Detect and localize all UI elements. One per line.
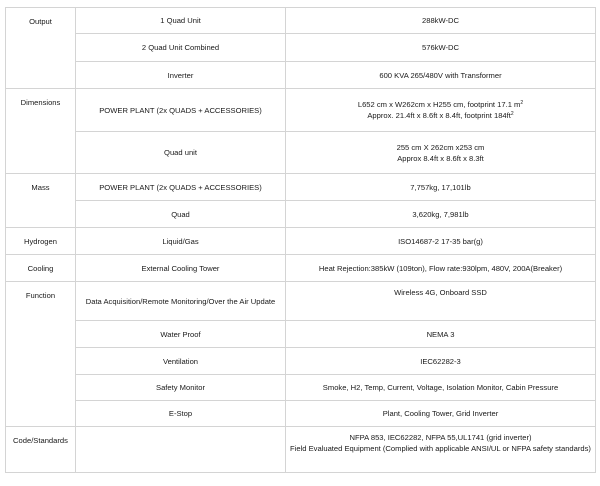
spec-cell: IEC62282-3 bbox=[286, 348, 596, 375]
item-cell: Inverter bbox=[76, 62, 286, 89]
spec-cell: 576kW-DC bbox=[286, 34, 596, 62]
category-cell: Cooling bbox=[6, 255, 76, 282]
spec-text: Approx. 21.4ft x 8.6ft x 8.4ft, footprint 184ft bbox=[367, 111, 511, 120]
table-row bbox=[6, 201, 596, 228]
spec-table bbox=[5, 7, 596, 473]
spec-line: Field Evaluated Equipment (Complied with applicable ANSI/UL or NFPA safety standards) bbox=[290, 444, 591, 453]
category-cell: Code/Standards bbox=[6, 427, 76, 473]
category-cell: Hydrogen bbox=[6, 228, 76, 255]
table-row bbox=[6, 321, 596, 348]
spec-line: Approx 8.4ft x 8.6ft x 8.3ft bbox=[397, 153, 484, 163]
table-row bbox=[6, 348, 596, 375]
spec-cell: 288kW-DC bbox=[286, 8, 596, 34]
spec-cell: Heat Rejection:385kW (109ton), Flow rate:930lpm, 480V, 200A(Breaker) bbox=[286, 255, 596, 282]
table-row bbox=[6, 34, 596, 62]
item-cell: Water Proof bbox=[76, 321, 286, 348]
spec-cell: NEMA 3 bbox=[286, 321, 596, 348]
item-cell: 1 Quad Unit bbox=[76, 8, 286, 34]
item-cell: External Cooling Tower bbox=[76, 255, 286, 282]
category-cell: Dimensions bbox=[6, 89, 76, 174]
category-cell: Mass bbox=[6, 174, 76, 228]
spec-cell bbox=[286, 132, 596, 174]
spec-line: NFPA 853, IEC62282, NFPA 55,UL1741 (grid inverter) bbox=[349, 433, 532, 442]
item-cell bbox=[76, 427, 286, 473]
spec-cell: ISO14687-2 17-35 bar(g) bbox=[286, 228, 596, 255]
item-cell: POWER PLANT (2x QUADS + ACCESSORIES) bbox=[76, 174, 286, 201]
table-row bbox=[6, 174, 596, 201]
table-row bbox=[6, 228, 596, 255]
spec-cell: 3,620kg, 7,981lb bbox=[286, 201, 596, 228]
item-cell: Quad unit bbox=[76, 132, 286, 174]
item-cell: POWER PLANT (2x QUADS + ACCESSORIES) bbox=[76, 89, 286, 132]
spec-cell: Smoke, H2, Temp, Current, Voltage, Isolation Monitor, Cabin Pressure bbox=[286, 375, 596, 401]
table-row bbox=[6, 132, 596, 174]
table-row bbox=[6, 375, 596, 401]
spec-cell bbox=[286, 89, 596, 132]
table-row bbox=[6, 8, 596, 34]
table-row bbox=[6, 401, 596, 427]
table-row bbox=[6, 427, 596, 473]
spec-cell: Wireless 4G, Onboard SSD bbox=[286, 282, 596, 321]
item-cell: Data Acquisition/Remote Monitoring/Over the Air Update bbox=[76, 282, 286, 321]
superscript: 2 bbox=[520, 100, 524, 106]
spec-cell: Plant, Cooling Tower, Grid Inverter bbox=[286, 401, 596, 427]
item-cell: Quad bbox=[76, 201, 286, 228]
spec-line bbox=[290, 99, 591, 110]
item-cell: Ventilation bbox=[76, 348, 286, 375]
spec-line bbox=[290, 110, 591, 121]
table-row bbox=[6, 89, 596, 132]
spec-cell: 600 KVA 265/480V with Transformer bbox=[286, 62, 596, 89]
item-cell: Liquid/Gas bbox=[76, 228, 286, 255]
spec-cell: 7,757kg, 17,101lb bbox=[286, 174, 596, 201]
item-cell: E-Stop bbox=[76, 401, 286, 427]
spec-cell bbox=[286, 427, 596, 473]
table-row bbox=[6, 255, 596, 282]
spec-line: 255 cm X 262cm x253 cm bbox=[396, 142, 485, 152]
superscript: 2 bbox=[510, 111, 514, 117]
table-row bbox=[6, 282, 596, 321]
item-cell: Safety Monitor bbox=[76, 375, 286, 401]
spec-text: L652 cm x W262cm x H255 cm, footprint 17.1 m bbox=[357, 100, 521, 109]
table-row bbox=[6, 62, 596, 89]
item-cell: 2 Quad Unit Combined bbox=[76, 34, 286, 62]
category-cell: Output bbox=[6, 8, 76, 89]
category-cell: Function bbox=[6, 282, 76, 427]
